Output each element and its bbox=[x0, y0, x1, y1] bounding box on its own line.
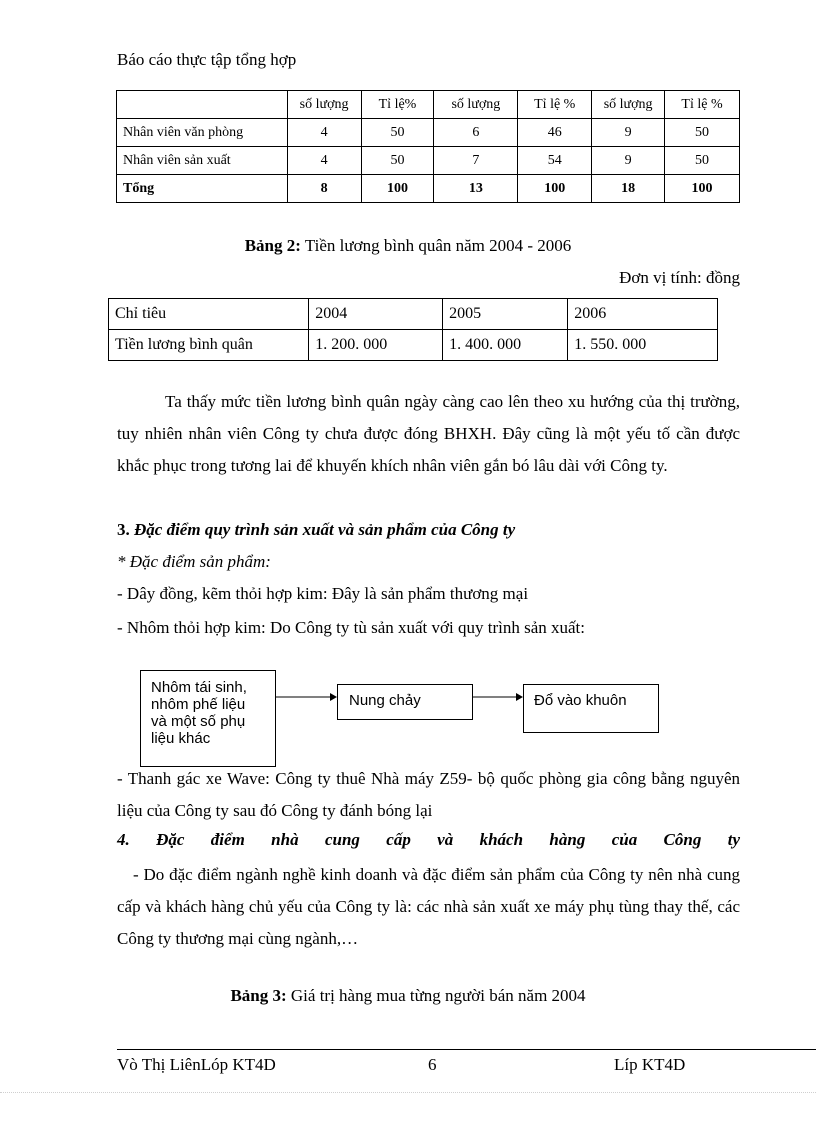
caption-text: Tiền lương bình quân năm 2004 - 2006 bbox=[300, 236, 572, 255]
table-cell: 100 bbox=[361, 175, 434, 203]
table-cell: 100 bbox=[665, 175, 740, 203]
table-cell: 1. 550. 000 bbox=[568, 330, 718, 361]
table-cell: số lượng bbox=[434, 91, 518, 119]
table-cell: Tỉ lệ% bbox=[361, 91, 434, 119]
table-cell: 2005 bbox=[443, 299, 568, 330]
page-header-title: Báo cáo thực tập tổng hợp bbox=[117, 50, 297, 69]
table-cell: Tổng bbox=[117, 175, 288, 203]
table-cell: 50 bbox=[665, 147, 740, 175]
table-cell: 7 bbox=[434, 147, 518, 175]
caption-label: Bảng 3: bbox=[230, 986, 287, 1005]
product-line-aluminium: - Nhôm thỏi hợp kim: Do Công ty tù sản xuất với quy trình sản xuất: bbox=[117, 618, 585, 637]
table-cell: 100 bbox=[518, 175, 592, 203]
table-cell: 50 bbox=[361, 147, 434, 175]
table-cell: 8 bbox=[287, 175, 361, 203]
paragraph-text: - Do đặc điểm ngành nghề kinh doanh và đặc điểm sản phẩm của Công ty nên nhà cung cấp và khách hàng chủ yếu của Công ty là: các nhà sản xuất xe máy phụ tùng thay thế, các Công ty thương mại cùng ngành,… bbox=[117, 865, 740, 948]
table-cell: 4 bbox=[287, 119, 361, 147]
table-cell: 13 bbox=[434, 175, 518, 203]
section-4-heading: 4. Đặc điểm nhà cung cấp và khách hàng của Công ty bbox=[117, 830, 740, 849]
table-cell: Chỉ tiêu bbox=[109, 299, 309, 330]
table-cell: 9 bbox=[592, 119, 665, 147]
flow-box-raw-materials bbox=[140, 670, 276, 767]
flow-box-text: Đổ vào khuôn bbox=[534, 692, 627, 709]
flow-arrow-2-head bbox=[516, 693, 523, 701]
flow-box-line: liệu khác bbox=[151, 730, 211, 747]
footer-class: Líp KT4D bbox=[614, 1055, 686, 1074]
flow-box-melting bbox=[337, 684, 473, 720]
table-cell: 2006 bbox=[568, 299, 718, 330]
footer-author: Vò Thị LiênLóp KT4D bbox=[117, 1055, 276, 1074]
table-cell: Tiền lương bình quân bbox=[109, 330, 309, 361]
flow-arrow-1-head bbox=[330, 693, 337, 701]
table-cell: 4 bbox=[287, 147, 361, 175]
footer-divider bbox=[117, 1049, 816, 1050]
flow-box-line: Nhôm tái sinh, bbox=[151, 679, 247, 696]
footer-page-number: 6 bbox=[428, 1055, 437, 1074]
table-cell: 9 bbox=[592, 147, 665, 175]
flow-box-text: Nung chảy bbox=[349, 692, 421, 709]
table-cell: Tỉ lệ % bbox=[665, 91, 740, 119]
table-cell: 1. 200. 000 bbox=[309, 330, 443, 361]
caption-text: Giá trị hàng mua từng người bán năm 2004 bbox=[286, 986, 586, 1005]
table-cell: 50 bbox=[361, 119, 434, 147]
table-cell: 18 bbox=[592, 175, 665, 203]
supplier-paragraph bbox=[117, 859, 740, 955]
flow-box-line: nhôm phế liệu bbox=[151, 696, 246, 713]
flow-box-line: và một số phụ bbox=[151, 713, 246, 730]
unit-note: Đơn vị tính: đồng bbox=[619, 268, 740, 287]
table-cell: Nhân viên văn phòng bbox=[117, 119, 288, 147]
table-cell: 54 bbox=[518, 147, 592, 175]
table-cell: 50 bbox=[665, 119, 740, 147]
table-cell: Nhân viên sản xuất bbox=[117, 147, 288, 175]
table-cell: số lượng bbox=[287, 91, 361, 119]
caption-label: Bảng 2: bbox=[244, 236, 301, 255]
table-cell: 6 bbox=[434, 119, 518, 147]
page-bottom-dotted-line bbox=[0, 1092, 816, 1093]
section-title: Đặc điểm quy trình sản xuất và sản phẩm của Công ty bbox=[129, 520, 516, 539]
paragraph-text: Ta thấy mức tiền lương bình quân ngày càng cao lên theo xu hướng của thị trường, tuy nhiên nhân viên Công ty chưa được đóng BHXH. Đây cũng là một yếu tố cần được khắc phục trong tương lai để khuyến khích nhân viên gắn bó lâu dài với Công ty. bbox=[117, 392, 740, 475]
wave-paragraph: - Thanh gác xe Wave: Công ty thuê Nhà máy Z59- bộ quốc phòng gia công bằng nguyên liệu của Công ty sau đó Công ty đánh bóng lại bbox=[117, 769, 740, 820]
table-cell: 1. 400. 000 bbox=[443, 330, 568, 361]
product-heading: * Đặc điểm sản phẩm: bbox=[117, 552, 271, 571]
product-line-copper: - Dây đồng, kẽm thỏi hợp kim: Đây là sản phẩm thương mại bbox=[117, 584, 529, 603]
flow-box-casting bbox=[523, 684, 659, 733]
section-number: 3. bbox=[117, 520, 130, 539]
table3-caption bbox=[0, 986, 816, 1006]
table-cell: Tỉ lệ % bbox=[518, 91, 592, 119]
table-cell: 2004 bbox=[309, 299, 443, 330]
table-cell: số lượng bbox=[592, 91, 665, 119]
table-cell: 46 bbox=[518, 119, 592, 147]
